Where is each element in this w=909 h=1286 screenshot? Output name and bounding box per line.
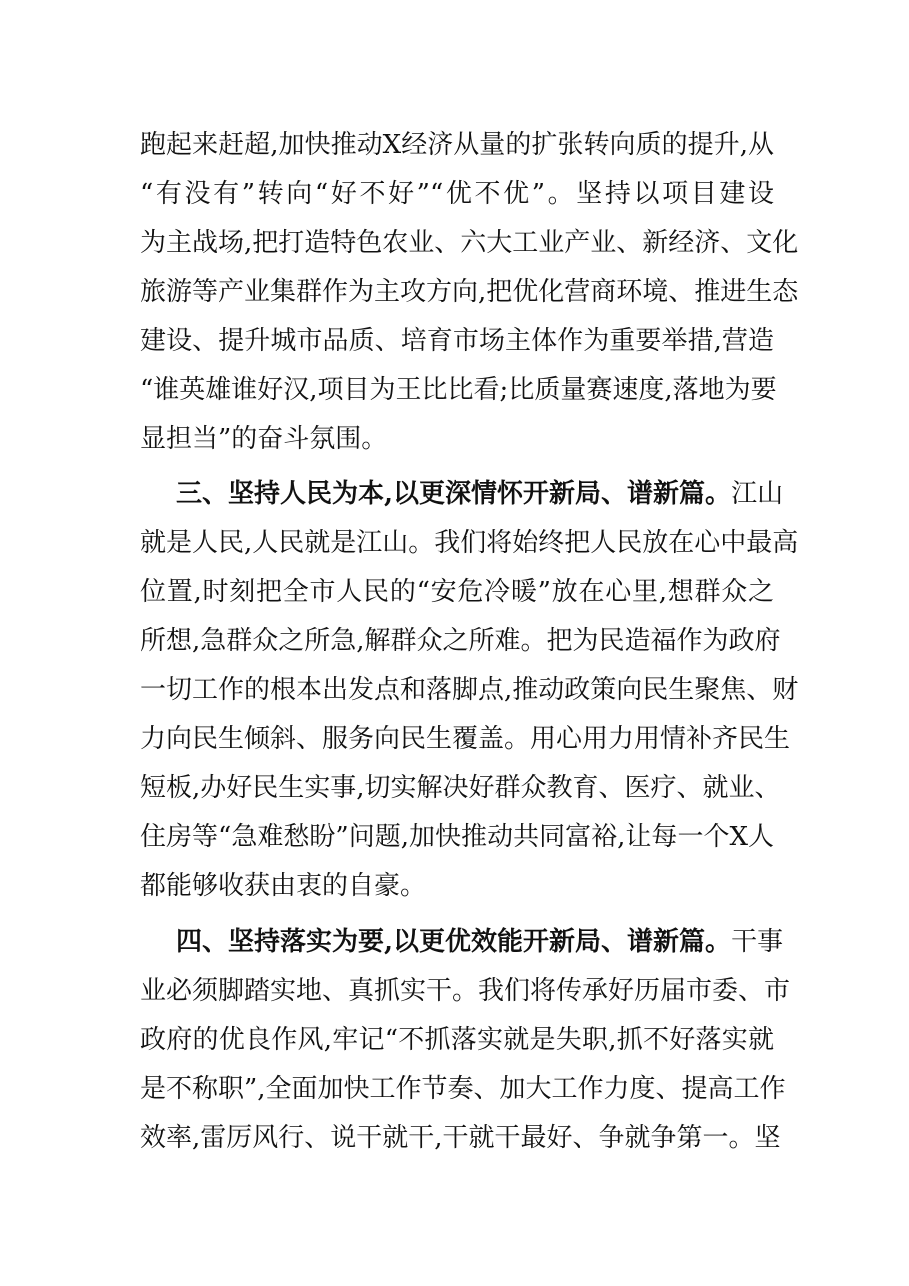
paragraph-1-line-2: “有没有”转向“好不好”“优不优”。坚持以项目建设 xyxy=(140,179,774,209)
paragraph-3-first-line-rest: 干事 xyxy=(731,927,784,957)
paragraph-2-line-5: 一切工作的根本出发点和落脚点,推动政策向民生聚焦、财 xyxy=(140,675,799,705)
paragraph-3-first-line xyxy=(176,918,784,966)
paragraph-2-first-line xyxy=(176,470,784,518)
paragraph-3-line-5: 效率,雷厉风行、说干就干,干就干最好、争就争第一。坚 xyxy=(140,1123,781,1153)
section-heading-3: 三、坚持人民为本,以更深情怀开新局、谱新篇。 xyxy=(176,479,732,509)
paragraph-2-line-8: 住房等“急难愁盼”问题,加快推动共同富裕,让每一个X人 xyxy=(140,822,774,852)
paragraph-1-line-4: 旅游等产业集群作为主攻方向,把优化营商环境、推进生态 xyxy=(140,277,799,307)
paragraph-1-line-1: 跑起来赶超,加快推动X经济从量的扩张转向质的提升,从 xyxy=(140,130,774,160)
paragraph-2-first-line-rest: 江山 xyxy=(731,479,784,509)
paragraph-2-line-6: 力向民生倾斜、服务向民生覆盖。用心用力用情补齐民生 xyxy=(140,724,791,754)
section-heading-4: 四、坚持落实为要,以更优效能开新局、谱新篇。 xyxy=(176,927,732,957)
paragraph-1-line-3: 为主战场,把打造特色农业、六大工业产业、新经济、文化 xyxy=(140,228,799,258)
paragraph-2-line-3: 位置,时刻把全市人民的“安危冷暖”放在心里,想群众之 xyxy=(140,577,774,607)
paragraph-1-line-5: 建设、提升城市品质、培育市场主体作为重要举措,营造 xyxy=(140,326,774,356)
paragraph-2-line-9: 都能够收获由衷的自豪。 xyxy=(140,871,427,901)
paragraph-1-line-6: “谁英雄谁好汉,项目为王比比看;比质量赛速度,落地为要 xyxy=(140,375,777,405)
paragraph-2-line-7: 短板,办好民生实事,切实解决好群众教育、医疗、就业、 xyxy=(140,773,781,803)
paragraph-2-line-4: 所想,急群众之所急,解群众之所难。把为民造福作为政府 xyxy=(140,626,781,656)
paragraph-3-line-3: 政府的优良作风,牢记“不抓落实就是失职,抓不好落实就 xyxy=(140,1025,774,1055)
paragraph-2-line-2: 就是人民,人民就是江山。我们将始终把人民放在心中最高 xyxy=(140,528,799,558)
paragraph-3-line-2: 业必须脚踏实地、真抓实干。我们将传承好历届市委、市 xyxy=(140,976,791,1006)
paragraph-1-line-7: 显担当”的奋斗氛围。 xyxy=(140,424,388,454)
paragraph-3-line-4: 是不称职”,全面加快工作节奏、加大工作力度、提高工作 xyxy=(140,1074,786,1104)
